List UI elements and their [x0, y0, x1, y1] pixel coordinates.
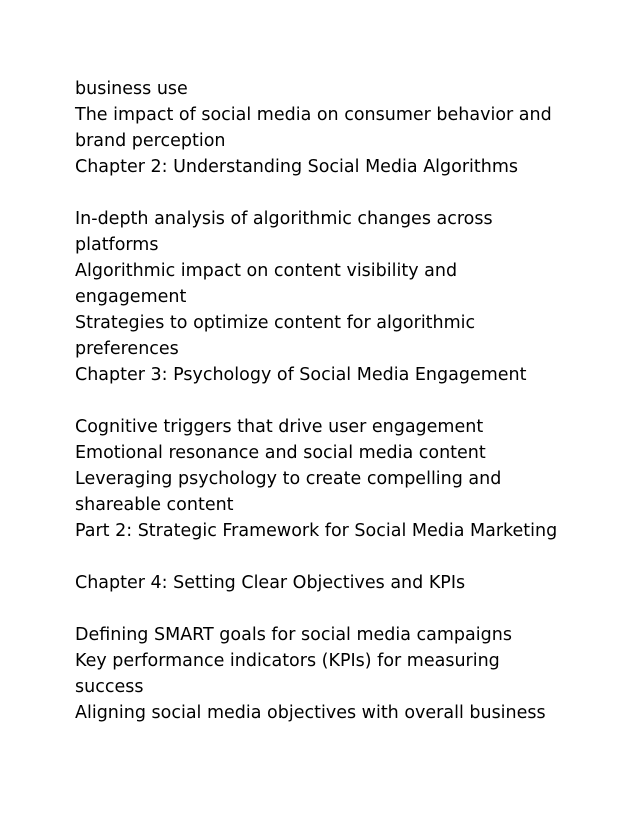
- text-line: preferences: [75, 339, 179, 359]
- text-line: In-depth analysis of algorithmic changes across: [75, 209, 493, 229]
- text-line: shareable content: [75, 495, 234, 515]
- document-body: [75, 76, 605, 726]
- blank-line: [75, 544, 605, 570]
- part-heading: Part 2: Strategic Framework for Social Media Marketing: [75, 521, 558, 541]
- text-line: Cognitive triggers that drive user engagement: [75, 417, 484, 437]
- blank-line: [75, 388, 605, 414]
- text-line: The impact of social media on consumer behavior and: [75, 105, 552, 125]
- text-line: Aligning social media objectives with overall business: [75, 703, 546, 723]
- text-line: Algorithmic impact on content visibility and: [75, 261, 458, 281]
- text-line: platforms: [75, 235, 159, 255]
- blank-line: [75, 596, 605, 622]
- text-line: success: [75, 677, 144, 697]
- text-line: Leveraging psychology to create compelling and: [75, 469, 502, 489]
- chapter-heading: Chapter 2: Understanding Social Media Algorithms: [75, 157, 519, 177]
- text-line: Strategies to optimize content for algorithmic: [75, 313, 476, 333]
- text-line: brand perception: [75, 131, 226, 151]
- blank-line: [75, 180, 605, 206]
- text-line: Key performance indicators (KPIs) for measuring: [75, 651, 500, 671]
- chapter-heading: Chapter 3: Psychology of Social Media Engagement: [75, 365, 527, 385]
- text-line: Defining SMART goals for social media campaigns: [75, 625, 512, 645]
- text-line: business use: [75, 79, 188, 99]
- text-line: engagement: [75, 287, 187, 307]
- chapter-heading: Chapter 4: Setting Clear Objectives and KPIs: [75, 573, 466, 593]
- text-line: Emotional resonance and social media content: [75, 443, 486, 463]
